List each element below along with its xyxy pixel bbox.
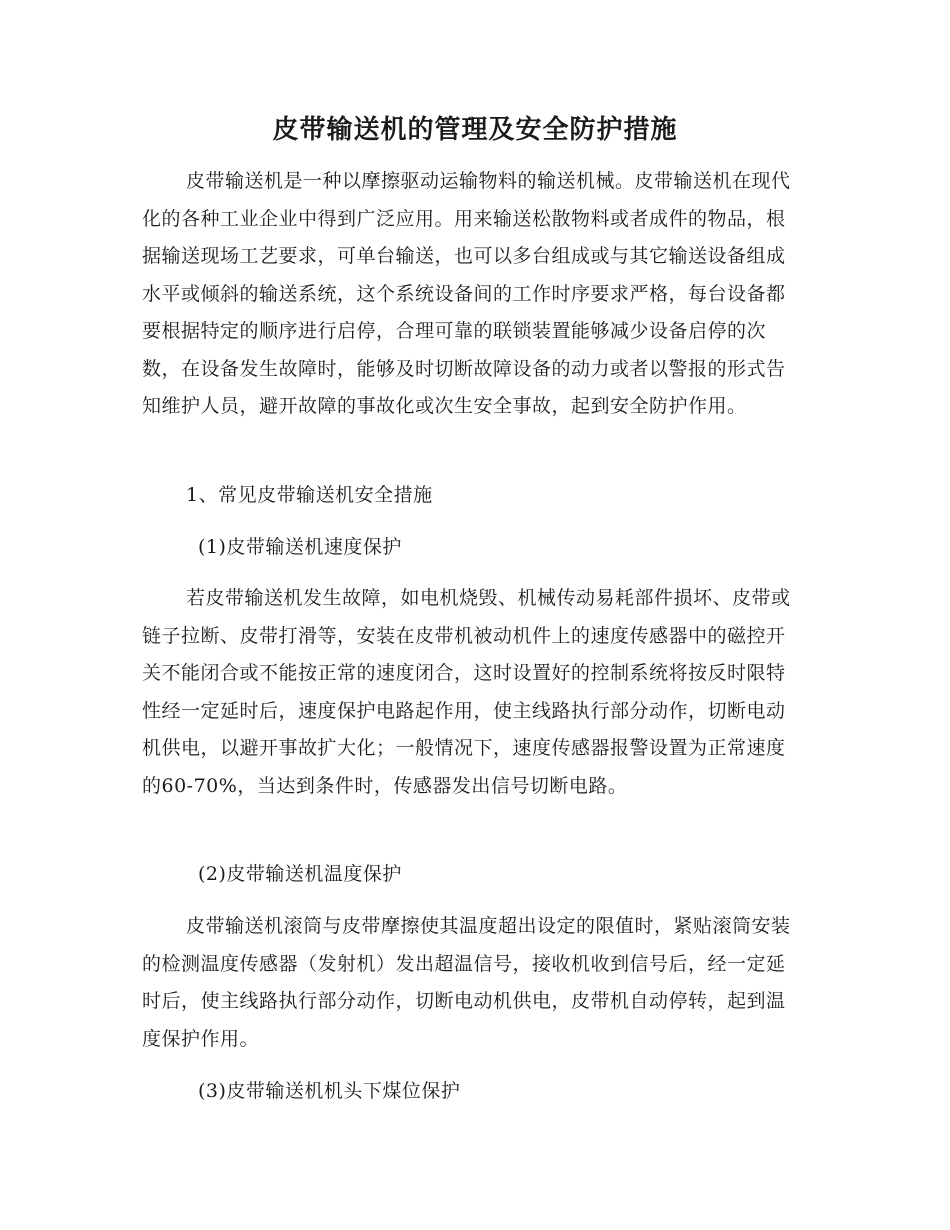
subsection-heading-temperature: (2)皮带输送机温度保护 bbox=[198, 863, 402, 885]
intro-paragraph: 皮带输送机是一种以摩擦驱动运输物料的输送机械。皮带输送机在现代化的各种工业企业中得到广泛应用。用来输送松散物料或者成件的物品，根据输送现场工艺要求，可单台输送，也可以多台组成或与其它输送设备组成水平或倾斜的输送系统，这个系统设备间的工作时序要求严格，每台设备都要根据特定的顺序进行启停，合理可靠的联锁装置能够减少设备启停的次数，在设备发生故障时，能够及时切断故障设备的动力或者以警报的形式告知维护人员，避开故障的事故化或次生安全事故，起到安全防护作用。 bbox=[142, 170, 791, 417]
subsection-heading-coal-level: (3)皮带输送机机头下煤位保护 bbox=[198, 1080, 461, 1102]
document-title: 皮带输送机的管理及安全防护措施 bbox=[272, 115, 678, 145]
subsection-heading-speed: (1)皮带输送机速度保护 bbox=[198, 536, 402, 558]
speed-protection-paragraph: 若皮带输送机发生故障，如电机烧毁、机械传动易耗部件损坏、皮带或链子拉断、皮带打滑等，安装在皮带机被动机件上的速度传感器中的磁控开关不能闭合或不能按正常的速度闭合，这时设置好的控制系统将按反时限特性经一定延时后，速度保护电路起作用，使主线路执行部分动作，切断电动机供电，以避开事故扩大化；一般情况下，速度传感器报警设置为正常速度的60-70%，当达到条件时，传感器发出信号切断电路。 bbox=[142, 587, 791, 797]
temperature-protection-paragraph: 皮带输送机滚筒与皮带摩擦使其温度超出设定的限值时，紧贴滚筒安装的检测温度传感器（发射机）发出超温信号，接收机收到信号后，经一定延时后，使主线路执行部分动作，切断电动机供电，皮带机自动停转，起到温度保护作用。 bbox=[142, 915, 791, 1050]
section-heading-1: 1、常见皮带输送机安全措施 bbox=[186, 484, 433, 506]
